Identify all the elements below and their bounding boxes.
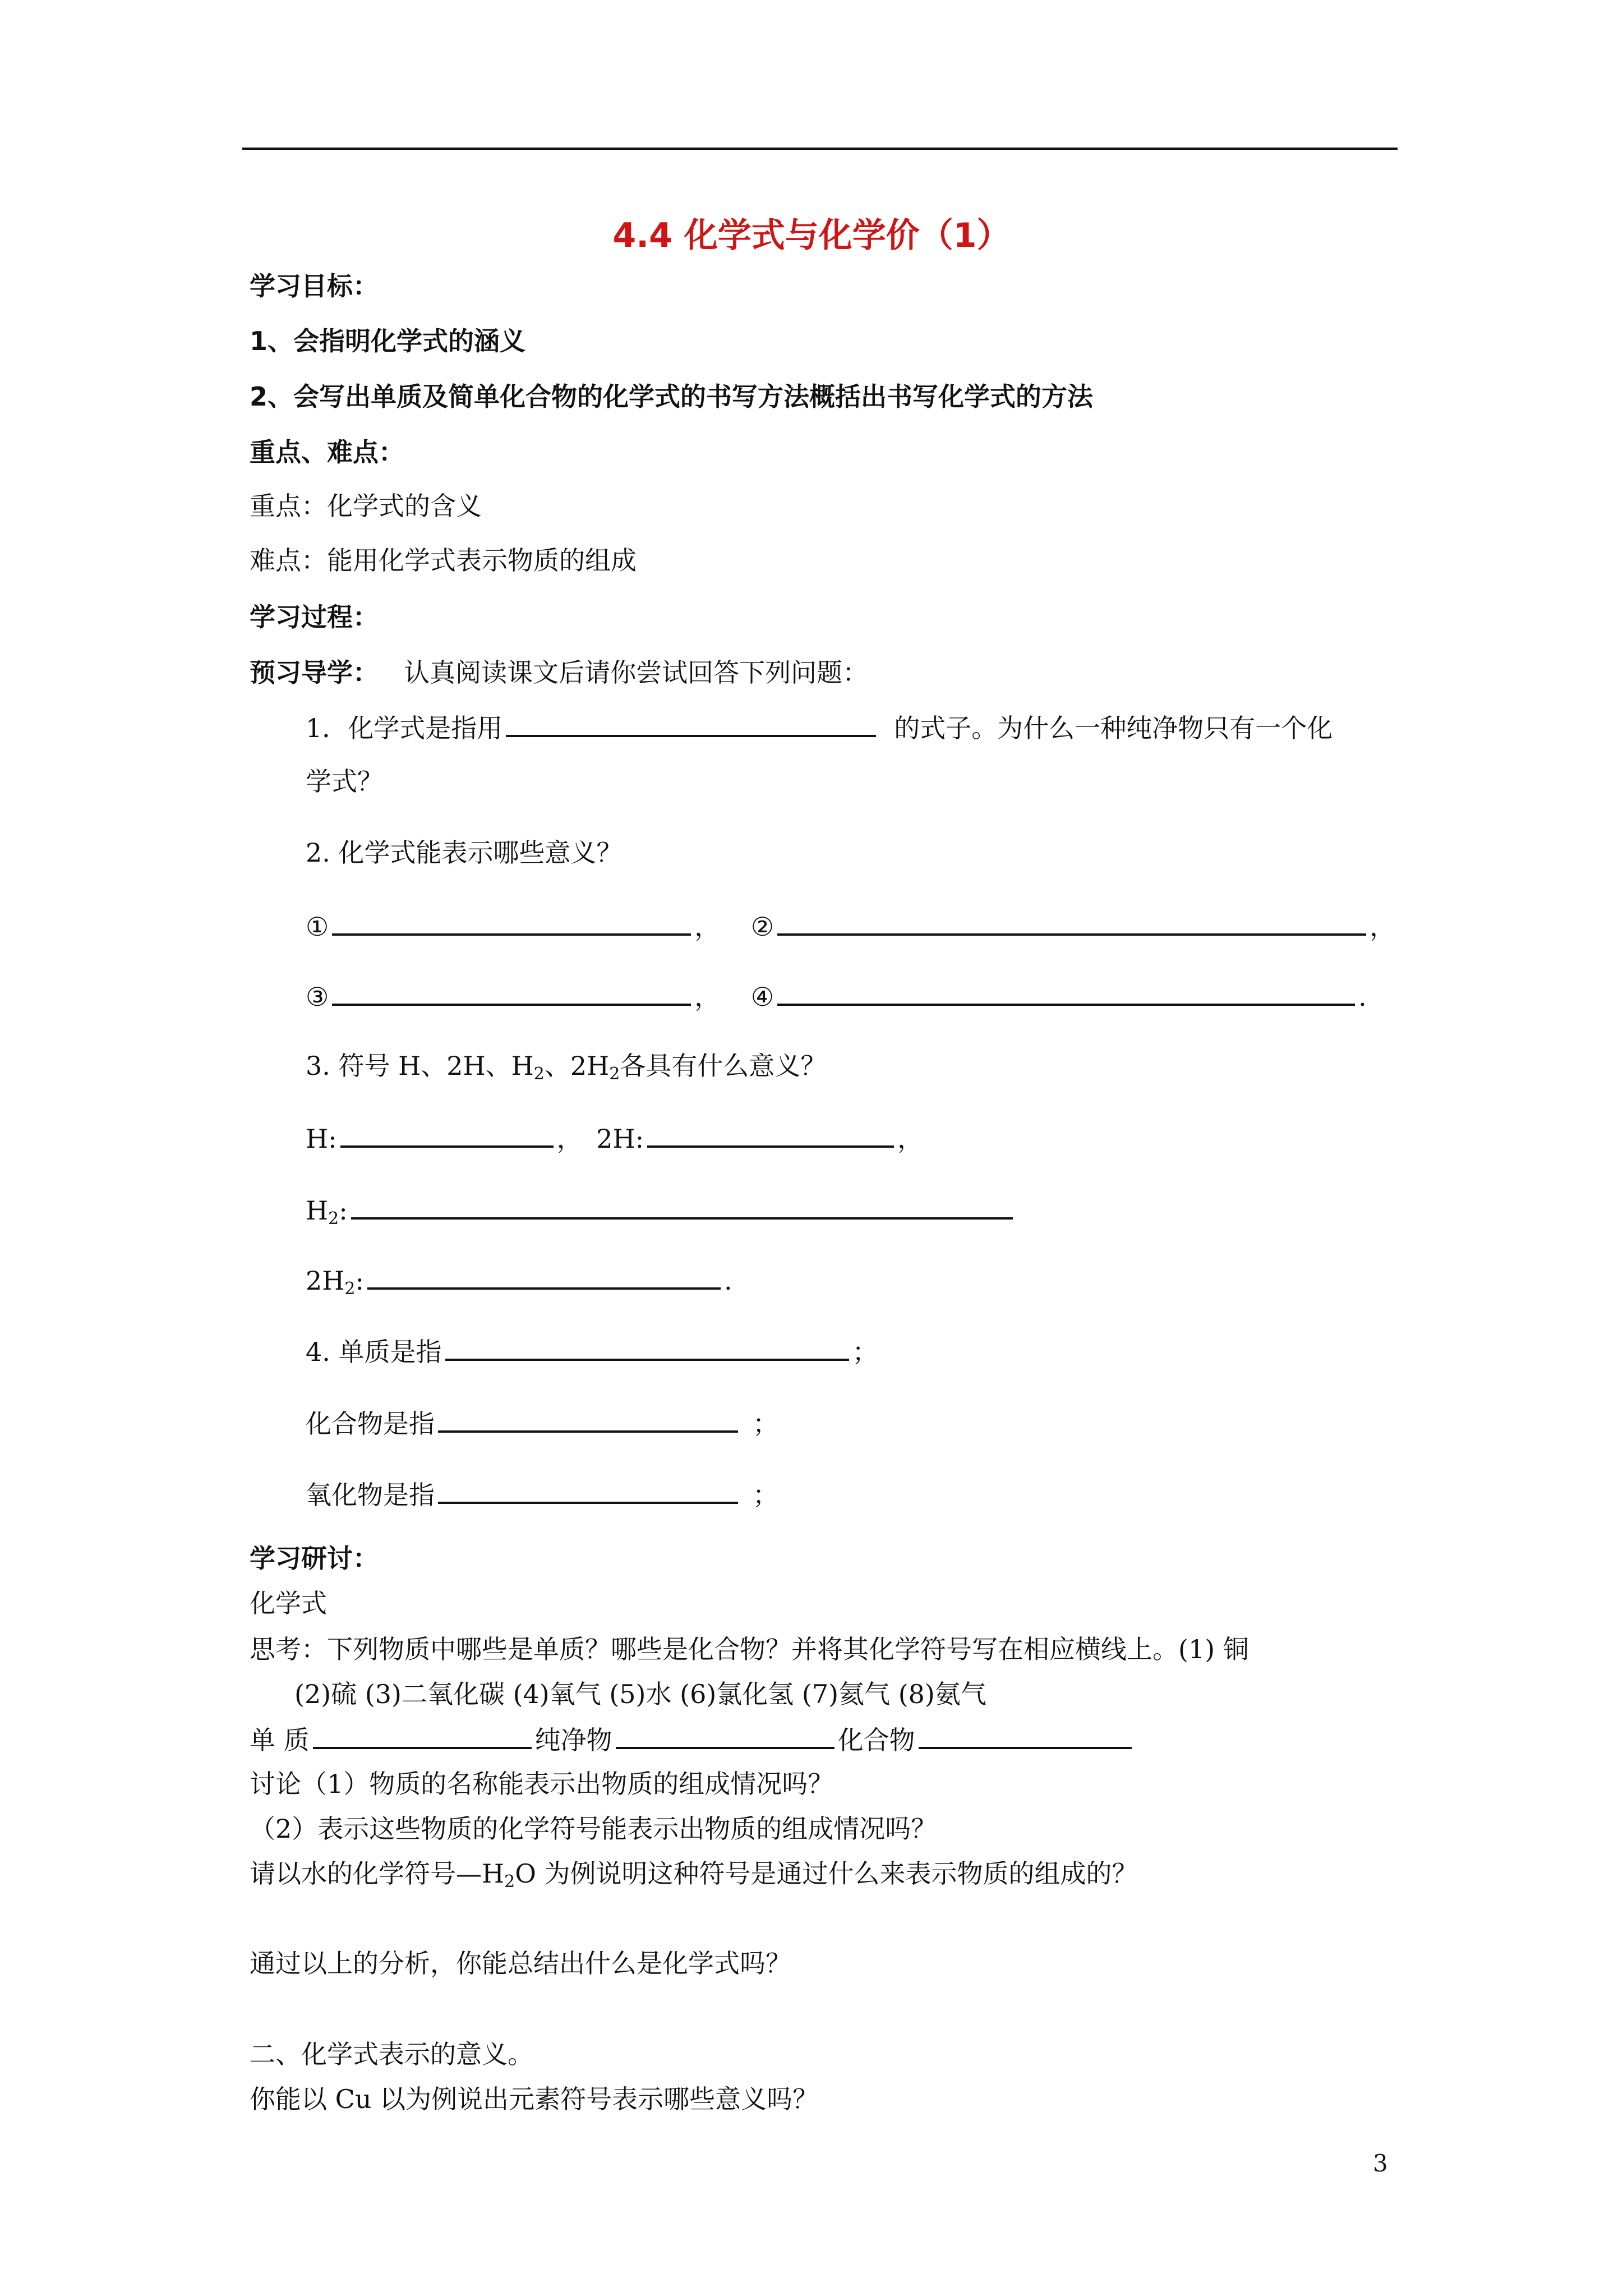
summary-question: 通过以上的分析，你能总结出什么是化学式吗？: [250, 1948, 791, 1978]
water-question-sub: 2: [504, 1872, 515, 1892]
q2-c2: ②: [750, 912, 774, 942]
q3-sub-1: 2: [533, 1064, 545, 1084]
think-line-2: (2)硫 (3)二氧化碳 (4)氧气 (5)水 (6)氯化氢 (7)氦气 (8)氨气: [294, 1679, 986, 1709]
q3-h-comma: ，: [556, 1124, 583, 1154]
keypoints-heading: 重点、难点：: [250, 437, 404, 467]
q3-h2-sub: 2: [328, 1209, 339, 1228]
q3-row-h2: [306, 1193, 1016, 1236]
q3-sub-2: 2: [609, 1064, 620, 1084]
preview-line: [250, 656, 868, 689]
section2-heading: 二、化学式表示的意义。: [250, 2039, 533, 2069]
q2-row1: [306, 909, 1395, 944]
think-line-1: 思考：下列物质中哪些是单质？哪些是化合物？并将其化学符号写在相应横线上。(1) 铜: [250, 1634, 1249, 1664]
q4-oxide-label: 氧化物是指: [306, 1480, 435, 1510]
q3-2h-label: 2H:: [596, 1124, 644, 1154]
q2-comma-1: ，: [694, 912, 721, 942]
q3-h-label: H:: [306, 1124, 337, 1154]
classify-element-blank[interactable]: [313, 1722, 532, 1749]
q3-row-h: [306, 1121, 923, 1156]
header-rule: [242, 148, 1398, 150]
objective-item-2: 2、会写出单质及简单化合物的化学式的书写方法概括出书写化学式的方法: [250, 381, 1094, 412]
q3-text-c: 各具有什么意义？: [620, 1051, 827, 1081]
classify-row: [250, 1722, 1135, 1757]
q2-c4: ④: [750, 982, 774, 1012]
q3-2h2-label: 2H: [306, 1266, 345, 1296]
q4-oxide-row: [306, 1477, 778, 1512]
q3-2h2-sub: 2: [344, 1279, 356, 1299]
q4-oxide-semicolon: ；: [753, 1480, 778, 1510]
q2-blank-4[interactable]: [777, 979, 1355, 1006]
q1-suffix: 的式子。为什么一种纯净物只有一个化: [894, 713, 1333, 743]
q3-2h2-colon: :: [355, 1266, 364, 1296]
study-subheading: 化学式: [250, 1588, 327, 1618]
q1-blank[interactable]: [506, 710, 876, 737]
q2-c3: ③: [306, 982, 329, 1012]
q2-text: 2. 化学式能表示哪些意义？: [306, 838, 623, 868]
q3-text: [306, 1049, 826, 1091]
q3-2h-comma: ，: [897, 1124, 924, 1154]
keypoint-difficult: 难点：能用化学式表示物质的组成: [250, 545, 637, 576]
q4-compound-row: [306, 1406, 778, 1441]
q2-blank-3[interactable]: [332, 979, 691, 1006]
page-number: 3: [1373, 2150, 1388, 2177]
q2-end: .: [1358, 982, 1367, 1012]
q2-comma-3: ，: [694, 982, 721, 1012]
q3-h2-label: H: [306, 1195, 329, 1226]
classify-pure-blank[interactable]: [616, 1722, 834, 1749]
q4-element-row: [306, 1334, 878, 1369]
water-question: [250, 1857, 1138, 1899]
water-question-a: 请以水的化学符号—H: [250, 1858, 505, 1889]
preview-label: 预习导学：: [250, 657, 379, 688]
q3-2h-blank[interactable]: [647, 1121, 894, 1148]
q2-row2: [306, 979, 1367, 1014]
q3-2h2-blank[interactable]: [367, 1263, 721, 1290]
q1-line: [306, 710, 1332, 745]
study-heading: 学习研讨：: [250, 1543, 379, 1573]
q4-element-semicolon: ；: [852, 1337, 878, 1367]
q2-blank-2[interactable]: [777, 909, 1366, 936]
page-title: 4.4 化学式与化学价（1）: [612, 216, 1011, 255]
water-question-b: O 为例说明这种符号是通过什么来表示物质的组成的？: [515, 1858, 1138, 1889]
q4-compound-semicolon: ；: [753, 1409, 778, 1439]
q3-text-b: 、2H: [544, 1051, 610, 1081]
preview-text: 认真阅读课文后请你尝试回答下列问题：: [404, 657, 869, 688]
objective-item-1: 1、会指明化学式的涵义: [250, 326, 526, 356]
discuss-1: 讨论（1）物质的名称能表示出物质的组成情况吗？: [250, 1769, 834, 1799]
q1-cont: 学式？: [306, 766, 383, 797]
classify-compound-blank[interactable]: [919, 1722, 1132, 1749]
classify-pure-label: 纯净物: [534, 1725, 612, 1755]
classify-compound-label: 化合物: [837, 1725, 915, 1755]
q3-row-2h2: [306, 1263, 732, 1306]
q4-compound-blank[interactable]: [438, 1406, 738, 1433]
q4-oxide-blank[interactable]: [438, 1477, 738, 1504]
section2-question: 你能以 Cu 以为例说出元素符号表示哪些意义吗？: [250, 2084, 819, 2114]
q4-element-blank[interactable]: [445, 1334, 849, 1361]
q2-comma-2: ，: [1370, 912, 1396, 942]
process-heading: 学习过程：: [250, 602, 379, 632]
q2-blank-1[interactable]: [332, 909, 691, 936]
q4-element-label: 4. 单质是指: [306, 1337, 442, 1367]
q3-text-a: 3. 符号 H、2H、H: [306, 1051, 534, 1081]
objectives-heading: 学习目标：: [250, 271, 379, 301]
q3-2h2-end: .: [723, 1266, 732, 1296]
q3-h2-colon: :: [339, 1195, 348, 1226]
q4-compound-label: 化合物是指: [306, 1409, 435, 1439]
keypoint-key: 重点：化学式的含义: [250, 491, 482, 521]
classify-element-label: 单 质: [250, 1725, 310, 1755]
discuss-2: （2）表示这些物质的化学符号能表示出物质的组成情况吗？: [250, 1814, 937, 1844]
q3-h2-blank[interactable]: [351, 1193, 1013, 1220]
q3-h-blank[interactable]: [340, 1121, 554, 1148]
q1-prefix: 1．化学式是指用: [306, 713, 503, 743]
q2-c1: ①: [306, 912, 329, 942]
